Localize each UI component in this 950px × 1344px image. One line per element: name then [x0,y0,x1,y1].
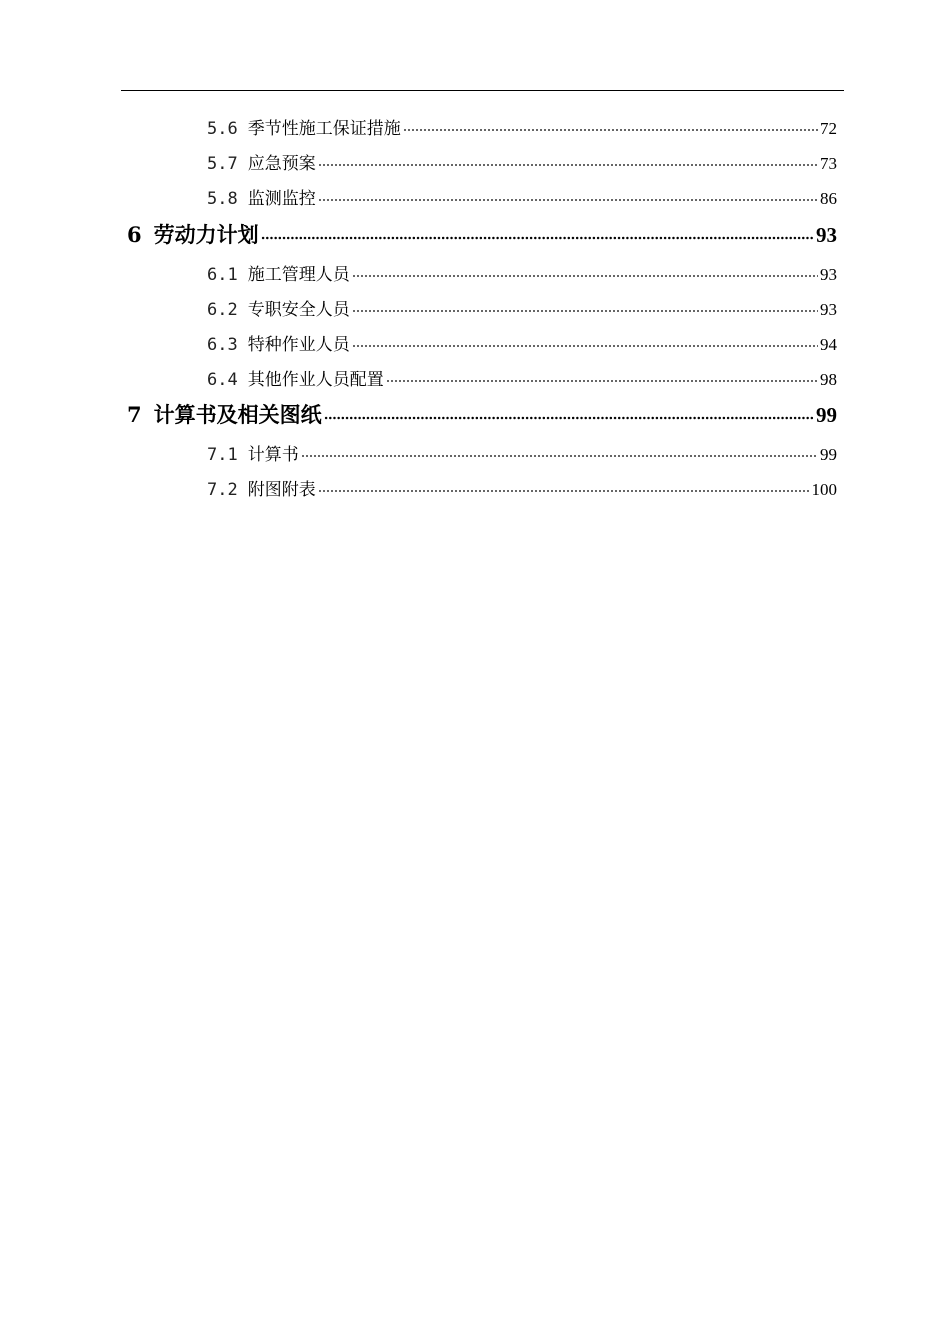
toc-entry-number: 6 [127,222,142,247]
toc-dot-leader [352,298,818,315]
toc-dot-leader [324,401,814,422]
toc-entry-page: 100 [811,480,837,499]
toc-entry-title: 劳动力计划 [153,222,259,247]
toc-dot-leader [318,187,818,204]
toc-dot-leader [352,263,818,280]
toc-entry-number: 6.2 [207,300,238,320]
header-rule [121,90,844,91]
toc-entry-number: 5.8 [207,189,238,209]
toc-entry-page: 93 [820,300,837,319]
toc-dot-leader [352,333,818,350]
toc-dot-leader [301,443,818,460]
toc-dot-leader [318,152,818,169]
toc-entry-page: 99 [820,445,837,464]
toc-entry[interactable] [207,365,837,390]
toc-entry-title: 附图附表 [247,480,316,500]
toc-entry[interactable] [207,114,837,139]
toc-entry-title: 应急预案 [247,154,316,174]
toc-entry-number: 7 [127,402,142,427]
toc-entry[interactable] [207,260,837,285]
toc-entry-number: 7.2 [207,480,238,500]
toc-entry-number: 6.1 [207,265,238,285]
toc-entry-page: 73 [820,154,837,173]
toc-entry[interactable] [207,149,837,174]
toc-entry-title: 施工管理人员 [247,265,350,285]
toc-entry[interactable] [207,440,837,465]
toc-entry-title: 计算书及相关图纸 [153,402,322,427]
toc-entry-number: 6.4 [207,370,238,390]
toc-entry-page: 99 [816,403,837,427]
toc-entry-page: 93 [816,223,837,247]
toc-entry-number: 5.6 [207,119,238,139]
toc-entry[interactable] [207,295,837,320]
toc-entry-page: 72 [820,119,837,138]
toc-dot-leader [318,478,810,495]
toc-entry-title: 特种作业人员 [247,335,350,355]
toc-entry-title: 专职安全人员 [247,300,350,320]
toc-entry-title: 计算书 [247,445,299,465]
toc-entry-page: 86 [820,189,837,208]
toc-entry[interactable] [207,475,837,500]
toc-dot-leader [261,221,814,242]
toc-entry-number: 6.3 [207,335,238,355]
toc-entry[interactable] [207,184,837,209]
toc-entry[interactable] [207,330,837,355]
toc-entry-number: 5.7 [207,154,238,174]
toc-entry-page: 93 [820,265,837,284]
toc-dot-leader [403,117,818,134]
toc-entry-page: 98 [820,370,837,389]
toc-dot-leader [386,368,818,385]
toc-entry-title: 其他作业人员配置 [247,370,384,390]
toc-chapter-entry[interactable] [127,219,837,249]
toc-entry-title: 监测监控 [247,189,316,209]
toc-entry-page: 94 [820,335,837,354]
toc-entry-number: 7.1 [207,445,238,465]
toc-chapter-entry[interactable] [127,399,837,429]
toc-entry-title: 季节性施工保证措施 [247,119,401,139]
